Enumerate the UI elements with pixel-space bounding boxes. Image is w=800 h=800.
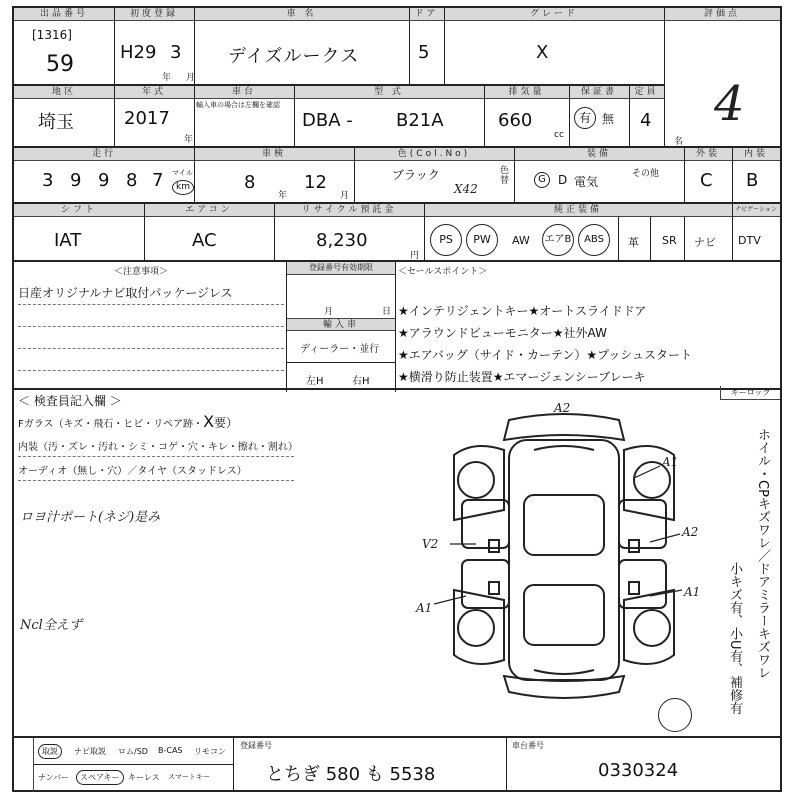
- equip-abs: ABS: [578, 224, 610, 256]
- equip-label: 装備: [514, 148, 684, 161]
- import-label: 車台: [194, 86, 294, 99]
- region: 埼玉: [38, 112, 74, 133]
- mark-right-front: A1: [662, 455, 679, 469]
- mileage-label: 走行: [14, 148, 194, 161]
- expiry-label: 登録番号有効期限: [287, 262, 395, 275]
- sales-point-4: ★横滑り防止装置★エマージェンシーブレーキ: [398, 370, 646, 384]
- recycle-fee: 8,230: [316, 230, 368, 251]
- fglass-required: 要）: [214, 416, 239, 430]
- int-score: B: [746, 170, 759, 191]
- footer-item-keyless: キーレス: [128, 773, 160, 782]
- inspection-month: 12: [304, 172, 327, 193]
- handwritten-note-1: ロヨ汁ポート(ネジ)是み: [20, 510, 161, 525]
- mark-leaders: [434, 466, 682, 604]
- type-label: 型 式: [294, 86, 484, 99]
- import-dealer: ディーラー・並行: [300, 344, 380, 355]
- int-label: 内装: [732, 148, 780, 161]
- inspection-month-mark: 月: [340, 191, 350, 201]
- mileage-digit-3: 9: [98, 170, 110, 191]
- first-reg-label: 初度登録: [114, 8, 194, 21]
- grade: X: [536, 42, 549, 63]
- mileage-digit-4: 8: [126, 170, 138, 191]
- car-name-label: 車 名: [194, 8, 409, 21]
- footer-item-smart-key: スマートキー: [168, 773, 210, 781]
- footer-item-manual: 取説: [38, 744, 62, 759]
- interior-line: 内装（汚・ズレ・汚れ・シミ・コゲ・穴・キレ・擦れ・割れ）: [18, 442, 298, 453]
- equip-dtv: DTV: [738, 234, 761, 247]
- plate-label: 登録番号: [240, 741, 272, 750]
- sales-point-3: ★エアバッグ（サイド・カーテン）★プッシュスタート: [398, 348, 693, 362]
- sales-point-2: ★アラウンドビューモニター★社外AW: [398, 326, 607, 340]
- chassis-label: 車台番号: [512, 741, 544, 750]
- chassis-number: 0330324: [598, 760, 679, 781]
- inspection-label: 車検: [194, 148, 354, 161]
- footer-item-spare-key: スペアキー: [76, 770, 124, 785]
- equip-pw: PW: [466, 224, 498, 256]
- model-year: 2017: [124, 108, 170, 129]
- ac-label: エアコン: [144, 204, 274, 217]
- auction-sheet: [12, 6, 782, 792]
- displacement-label: 排気量: [484, 86, 569, 99]
- equip-ps: PS: [430, 224, 462, 256]
- equip-g: G: [534, 172, 550, 188]
- shift-label: シフト: [14, 204, 144, 217]
- footer-item-bcas: B-CAS: [158, 746, 183, 755]
- steering-left: 左H: [306, 376, 324, 387]
- recycle-label: リサイクル預託金: [274, 204, 424, 217]
- footer-item-plate: ナンバー: [38, 773, 70, 782]
- capacity-label: 定員: [629, 86, 664, 99]
- expiry-month: 月: [324, 307, 334, 317]
- warranty-label: 保証書: [569, 86, 629, 99]
- mileage-digit-1: 3: [42, 170, 54, 191]
- warranty-yes: 有: [574, 107, 596, 129]
- navi-note: ナビゲーション: [732, 204, 780, 217]
- inspection-year-mark: 年: [278, 191, 288, 201]
- import-car-label: 輸入車: [287, 318, 395, 331]
- mark-left-door-rear: A1: [416, 601, 433, 615]
- footer-item-remote: リモコン: [194, 747, 226, 756]
- displacement: 660: [498, 110, 533, 131]
- key-lock-label: キーロック: [720, 386, 780, 400]
- lot-label: 出品番号: [14, 8, 114, 21]
- lot-number: 59: [46, 52, 74, 77]
- color-name: ブラック: [392, 168, 440, 182]
- ext-score: C: [700, 170, 713, 191]
- evaluation-score: 4: [714, 76, 745, 132]
- ext-label: 外装: [684, 148, 732, 161]
- audio-line: オーディオ（無し・穴）／タイヤ（スタッドレス）: [18, 466, 247, 477]
- region-label: 地区: [14, 86, 114, 99]
- reg-year-mark: 年: [162, 73, 172, 83]
- mileage-digit-2: 9: [70, 170, 82, 191]
- door-label: ドア: [409, 8, 444, 21]
- reg-month: 3: [170, 42, 182, 63]
- ac: AC: [192, 230, 217, 251]
- model-year-label: 年式: [114, 86, 194, 99]
- equip-aw: AW: [512, 234, 530, 247]
- model-code-prefix: DBA -: [302, 110, 353, 131]
- capacity: 4: [640, 110, 652, 131]
- door-count: 5: [418, 42, 430, 63]
- equip-navi: ナビ: [694, 236, 716, 249]
- equip-other: その他: [632, 169, 660, 179]
- yen-mark: 円: [410, 251, 420, 261]
- car-name: デイズルークス: [228, 46, 360, 67]
- sales-point-1: ★インテリジェントキー★オートスライドドア: [398, 304, 647, 318]
- pure-equip-label: 純正装備: [424, 204, 732, 217]
- mark-left-door-front: V2: [422, 537, 439, 551]
- reg-month-mark: 月: [186, 73, 196, 83]
- side-damage-text-2: 小キズ有、小U有、補修有: [727, 562, 742, 715]
- side-damage-text-1: ホイル・CPキズワレ／ドアミラーキズワレ: [755, 428, 770, 679]
- footer-items: [14, 738, 234, 792]
- footer-item-navi-manual: ナビ取説: [74, 747, 106, 756]
- mileage-digit-5: 7: [152, 170, 164, 191]
- capacity-unit: 名: [674, 137, 684, 147]
- car-outline: [454, 414, 674, 698]
- color-code: X42: [454, 182, 478, 196]
- car-damage-diagram: [414, 400, 714, 712]
- mark-right-door-rear: A1: [684, 585, 701, 599]
- equip-sr: SR: [662, 234, 677, 247]
- grade-label: グレード: [444, 8, 664, 21]
- equip-d: D: [558, 173, 568, 187]
- equip-airbag: エアB: [542, 224, 574, 256]
- color-label: 色(Col.No): [354, 148, 514, 161]
- score-label: 評価点: [664, 8, 780, 21]
- fglass-line: [18, 412, 238, 431]
- equip-leather: 革: [628, 236, 639, 249]
- equip-electric: 電気: [574, 175, 599, 189]
- mark-right-door-front: A2: [682, 525, 699, 539]
- model-code: B21A: [396, 110, 444, 131]
- caution-text: 日産オリジナルナビ取付パッケージレス: [18, 286, 233, 300]
- warranty-no: 無: [602, 112, 615, 126]
- model-year-mark: 年: [184, 135, 194, 145]
- color-change-tag: 色替: [500, 166, 510, 186]
- inspection-year: 8: [244, 172, 256, 193]
- list-number: [1316]: [32, 28, 72, 42]
- caution-label: ＜注意事項＞: [114, 267, 169, 277]
- footer-item-rom-sd: ロム/SD: [118, 747, 148, 756]
- km-unit: km: [172, 180, 194, 195]
- import-note: 輸入車の場合は左欄を確認: [196, 101, 280, 109]
- shift: IAT: [54, 230, 82, 251]
- cc-unit: cc: [554, 130, 564, 140]
- handwritten-note-2: Ncl全えず: [20, 618, 82, 633]
- steering-right: 右H: [352, 376, 370, 387]
- expiry-day: 日: [382, 307, 392, 317]
- mark-roof: A2: [554, 401, 571, 415]
- fglass-text: Fガラス（キズ・飛石・ヒビ・リペア跡・: [18, 419, 204, 430]
- fglass-mark: X: [203, 412, 215, 431]
- plate-number: とちぎ 580 も 5538: [266, 764, 436, 785]
- sales-label: ＜セールスポイント＞: [398, 267, 488, 277]
- mile-unit: マイル: [172, 169, 193, 177]
- reg-era: H29: [120, 42, 157, 63]
- inspector-title: ＜ 検査員記入欄 ＞: [18, 394, 122, 408]
